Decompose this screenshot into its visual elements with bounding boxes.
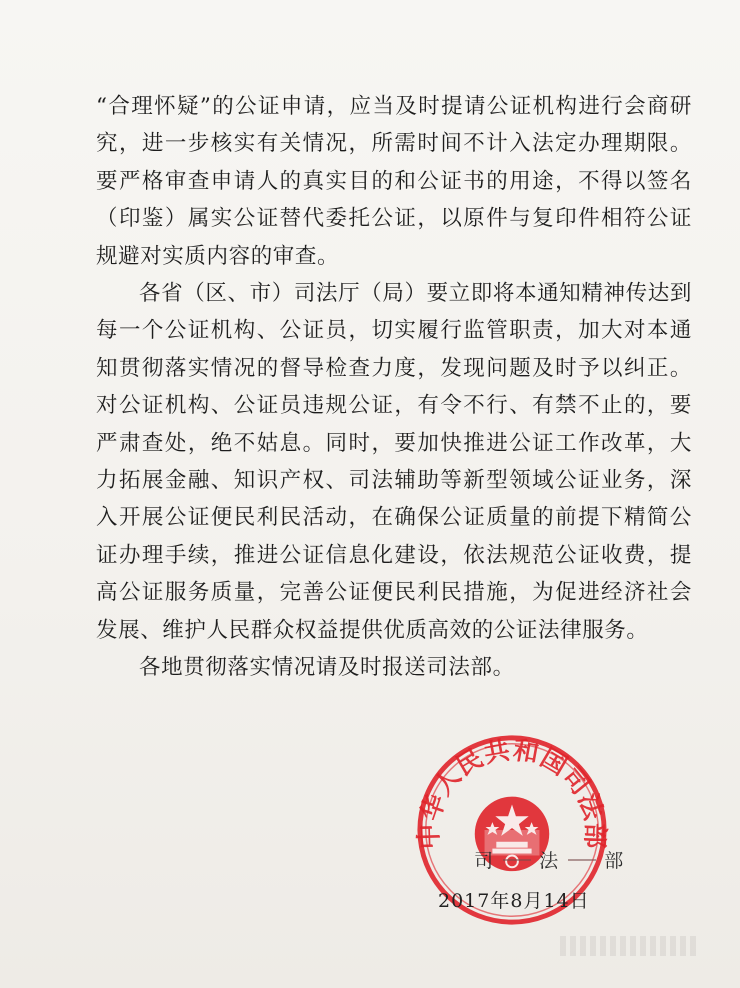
document-body (96, 88, 692, 687)
paragraph-3: 各地贯彻落实情况请及时报送司法部。 (139, 655, 515, 681)
seal-text: 中华人民共和国司法部 (414, 735, 610, 850)
signature-dash (503, 859, 531, 861)
signature-char-2: 法 (539, 850, 561, 872)
document-date: 2017年8月14日 (438, 890, 590, 912)
signature-block (474, 846, 625, 873)
signature-dash (568, 859, 596, 861)
paragraph-1: “合理怀疑”的公证申请，应当及时提请公证机构进行会商研究，进一步核实有关情况，所需时间不计入法定办理期限。要严格审查申请人的真实目的和公证书的用途，不得以签名（印鉴）属实公证替代委托公证，以原件与复印件相符公证规避对实质内容的审查。 (96, 94, 692, 269)
signature-char-3: 部 (604, 850, 626, 872)
signature-char-1: 司 (474, 850, 496, 872)
paragraph-2: 各省（区、市）司法厅（局）要立即将本通知精神传达到每一个公证机构、公证员，切实履行监管职责，加大对本通知贯彻落实情况的督导检查力度，发现问题及时予以纠正。对公证机构、公证员违规公证，有令不行、有禁不止的，要严肃查处，绝不姑息。同时，要加快推进公证工作改革，大力拓展金融、知识产权、司法辅助等新型领域公证业务，深入开展公证便民利民活动，在确保公证质量的前提下精简公证办理手续，推进公证信息化建设，依法规范公证收费，提高公证服务质量，完善公证便民利民措施，为促进经济社会发展、维护人民群众权益提供优质高效的公证法律服务。 (96, 281, 692, 643)
bleed-through-mark (560, 936, 700, 956)
